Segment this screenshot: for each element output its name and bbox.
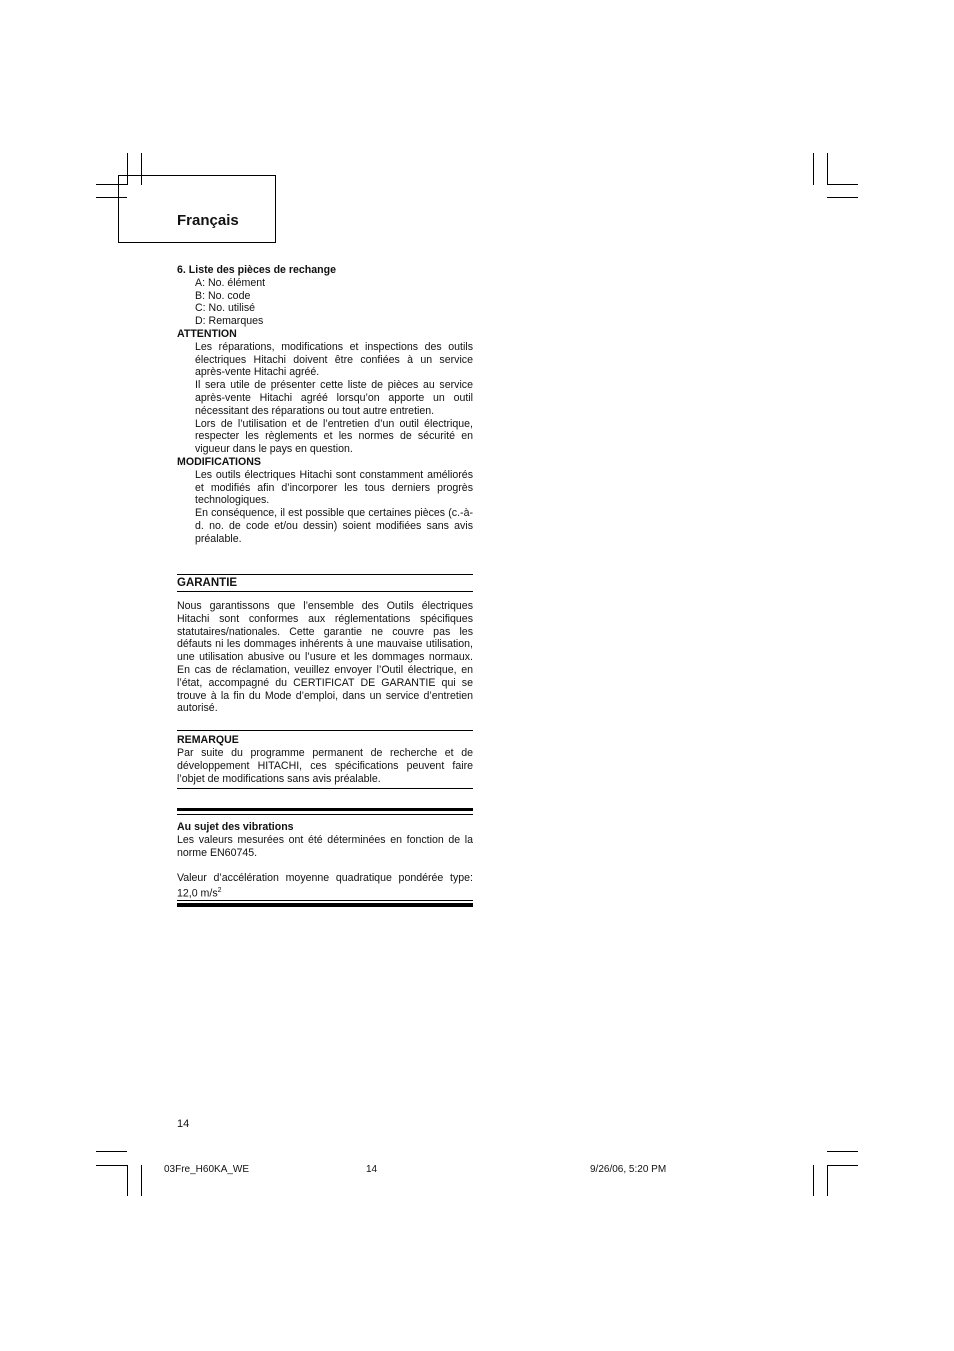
attention-title: ATTENTION: [177, 327, 237, 340]
page-number: 14: [177, 1118, 190, 1130]
parts-item-d: D: Remarques: [195, 315, 264, 328]
vibrations-paragraph: Les valeurs mesurées ont été déterminées en fonction de la norme EN60745.: [177, 833, 473, 859]
parts-heading: 6. Liste des pièces de rechange: [177, 264, 336, 276]
crop-mark: [827, 197, 858, 198]
divider: [177, 788, 473, 789]
remarque-title: REMARQUE: [177, 734, 239, 746]
parts-section: [177, 264, 473, 546]
thick-divider: [177, 903, 473, 907]
remarque-text: Par suite du programme permanent de recherche et de développement HITACHI, ces spécifications peuvent faire l’objet de modifications sans avis préalable.: [177, 747, 473, 785]
parts-item-c: C: No. utilisé: [195, 302, 256, 315]
language-title: Français: [177, 212, 239, 229]
attention-paragraph: Lors de l’utilisation et de l’entretien d’un outil électrique, respecter les règlements et les normes de sécurité en vigueur dans le pays en question.: [195, 417, 473, 456]
footer-file: 03Fre_H60KA_WE: [164, 1164, 250, 1175]
vibrations-section: [177, 821, 473, 900]
crop-mark: [141, 1165, 142, 1196]
attention-paragraph: Les réparations, modifications et inspections des outils électriques Hitachi doivent être confiées à un service après-vente Hitachi agréé.: [195, 340, 473, 379]
footer-page: 14: [366, 1164, 378, 1175]
crop-mark: [813, 1165, 814, 1196]
divider: [177, 591, 473, 592]
crop-mark: [827, 153, 828, 185]
parts-item-b: B: No. code: [195, 289, 251, 302]
garantie-title: GARANTIE: [177, 577, 238, 589]
crop-mark: [827, 1151, 858, 1152]
modifications-paragraph: Les outils électriques Hitachi sont constamment améliorés et modifiés afin d’incorporer les tous derniers progrès technologiques.: [195, 468, 473, 507]
crop-mark: [827, 1165, 858, 1166]
divider: [177, 574, 473, 575]
divider: [177, 730, 473, 731]
vibrations-title: Au sujet des vibrations: [177, 821, 294, 833]
crop-mark: [827, 1165, 828, 1196]
language-box: [118, 175, 276, 243]
garantie-text: Nous garantissons que l’ensemble des Outils électriques Hitachi sont conformes aux réglementations spécifiques statutaires/nationales. Cette garantie ne couvre pas les défauts ni les dommages inhérents à une mauvaise utilisation, une utilisation abusive ou l’usure et les dommages normaux. En cas de réclamation, veuillez envoyer l’Outil électrique, en l’état, accompagné du CERTIFICAT DE GARANTIE qui se trouve à la fin du Mode d’emploi, dans un service d’entretien autorisé.: [177, 600, 473, 715]
crop-mark: [96, 1151, 127, 1152]
vibrations-value-text: Valeur d’accélération moyenne quadratique pondérée type: 12,0 m/s: [177, 872, 473, 900]
modifications-paragraph: En conséquence, il est possible que certaines pièces (c.-à-d. no. de code et/ou dessin) soient modifiées sans avis préalable.: [195, 507, 473, 545]
crop-mark: [813, 153, 814, 185]
divider: [177, 900, 473, 901]
vibrations-unit-exponent: 2: [217, 886, 222, 894]
modifications-title: MODIFICATIONS: [177, 455, 261, 468]
crop-mark: [96, 1165, 127, 1166]
vibrations-value: [177, 872, 473, 900]
divider: [177, 814, 473, 815]
footer-date: 9/26/06, 5:20 PM: [590, 1164, 667, 1175]
crop-mark: [127, 1165, 128, 1196]
crop-mark: [827, 184, 858, 185]
attention-paragraph: Il sera utile de présenter cette liste de pièces au service après-vente Hitachi agréé lorsqu’on apporte un outil nécessitant des réparations ou tout autre entretien.: [195, 379, 473, 417]
thick-divider: [177, 808, 473, 811]
parts-item-a: A: No. élément: [195, 276, 266, 289]
